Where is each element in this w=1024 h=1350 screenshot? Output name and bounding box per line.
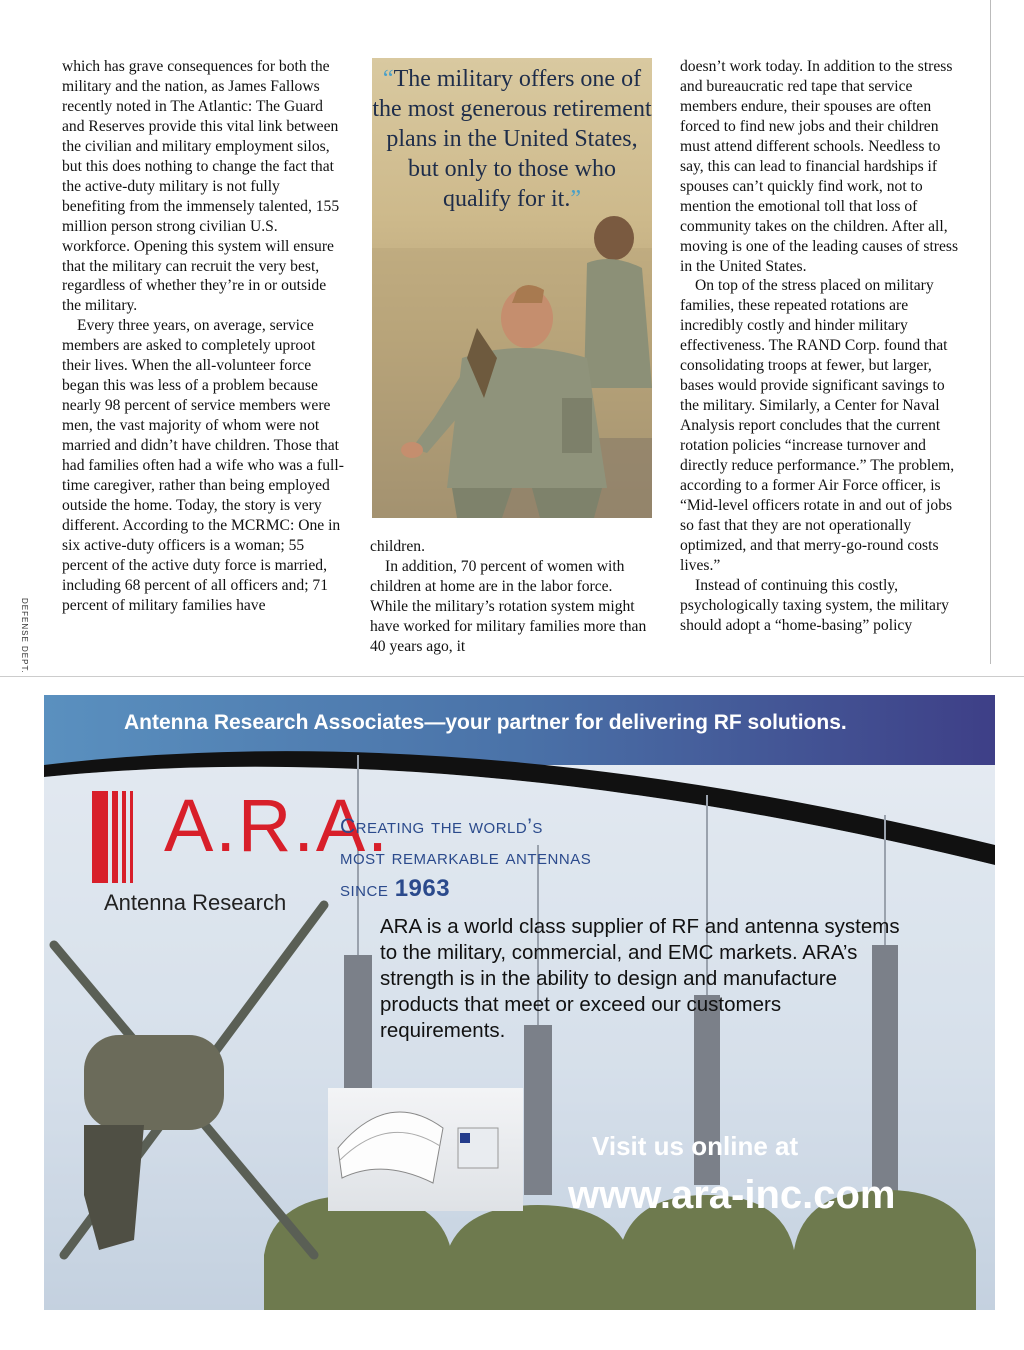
tagline-line-2: most remarkable antennas bbox=[340, 846, 592, 869]
paragraph: In addition, 70 percent of women with children at home are in the labor force. While the military’s rotation system might have worked for military families more than 40 years ago, it bbox=[370, 557, 647, 655]
ad-body-text: ARA is a world class supplier of RF and antenna systems to the military, commercial, and EMC markets. ARA’s strength is in the ability to design and manufacture products that meet or exceed our customers requirements. bbox=[380, 915, 900, 1042]
product-image bbox=[328, 1088, 523, 1211]
ad-tagline bbox=[340, 811, 591, 905]
paragraph: which has grave consequences for both the military and the nation, as James Fallows recently noted in The Atlantic: The Guard and Reserves provide this vital link between the civilian and military employment silos, but this does nothing to change the fact that the active-duty military is not fully benefiting from the immensely talented, 155 million person strong civilian U.S. workforce. Opening this system will ensure that the military can recruit the very best, regardless of whether they’re in or outside the military. bbox=[62, 58, 340, 315]
article-column-3 bbox=[680, 57, 961, 636]
pull-quote-text: The military offers one of the most generous retirement plans in the United States, but only to those who qualify for it. bbox=[372, 66, 652, 212]
ad-headline: Antenna Research Associates—your partner for delivering RF solutions. bbox=[124, 711, 847, 734]
article-column-1 bbox=[62, 57, 344, 616]
article-column-2 bbox=[370, 537, 652, 657]
tagline-year: 1963 bbox=[394, 875, 451, 902]
ara-logo: A.R.A. bbox=[164, 784, 390, 867]
paragraph: children. bbox=[370, 538, 425, 555]
paragraph: Every three years, on average, service members are asked to completely uproot their lives. When the all-volunteer force began this was less of a problem because nearly 98 percent of service members were men, the vast majority of whom were not married and didn’t have children. Those that had families often had a wife who was a full-time caregiver, rather than being employed outside the home. Today, the story is very different. According to the MCRMC: One in six active-duty officers is a woman; 55 percent of the active duty force is married, including 68 percent of all officers and; 71 percent of military families have bbox=[62, 317, 344, 614]
tagline-line-1: Creating the world’s bbox=[340, 815, 543, 838]
soldier-photo bbox=[372, 58, 652, 518]
open-quote-mark: “ bbox=[382, 66, 394, 92]
photo-credit: DEFENSE DEPT. bbox=[20, 598, 29, 674]
section-divider bbox=[0, 676, 1024, 677]
horn-antenna-illustration bbox=[328, 1088, 523, 1211]
tagline-since: since bbox=[340, 878, 389, 901]
column-rule bbox=[990, 0, 991, 664]
paragraph: doesn’t work today. In addition to the stress and bureaucratic red tape that service members endure, their spouses are often forced to find new jobs and their children must attend different schools. Needless to say, this can lead to financial hardships if spouses can’t quickly find work, not to mention the emotional toll that loss of community takes on the children. After all, moving is one of the leading causes of stress in the United States. bbox=[680, 58, 959, 275]
website-url: www.ara-inc.com bbox=[568, 1173, 896, 1217]
tagline-line-3 bbox=[340, 873, 591, 905]
paragraph: Instead of continuing this costly, psychologically taxing system, the military should adopt a “home-basing” policy bbox=[680, 576, 949, 634]
visit-text: Visit us online at bbox=[592, 1131, 799, 1161]
ara-logo-subtitle: Antenna Research bbox=[104, 890, 287, 915]
paragraph: On top of the stress placed on military families, these repeated rotations are incredibly costly and hinder military effectiveness. The RAND Corp. found that consolidating troops at fewer, but larger, bases would provide significant savings to the military. Similarly, a Center for Naval Analysis report concludes that the current rotation policies “increase turnover and directly reduce performance.” The problem, according to a former Air Force officer, is “Mid-level officers rotate in and out of jobs so fast that they are not operationally optimized, and that merry-go-round costs lives.” bbox=[680, 277, 955, 574]
close-quote-mark: ” bbox=[570, 186, 581, 212]
pull-quote bbox=[372, 64, 652, 214]
ara-advertisement bbox=[44, 695, 995, 1310]
